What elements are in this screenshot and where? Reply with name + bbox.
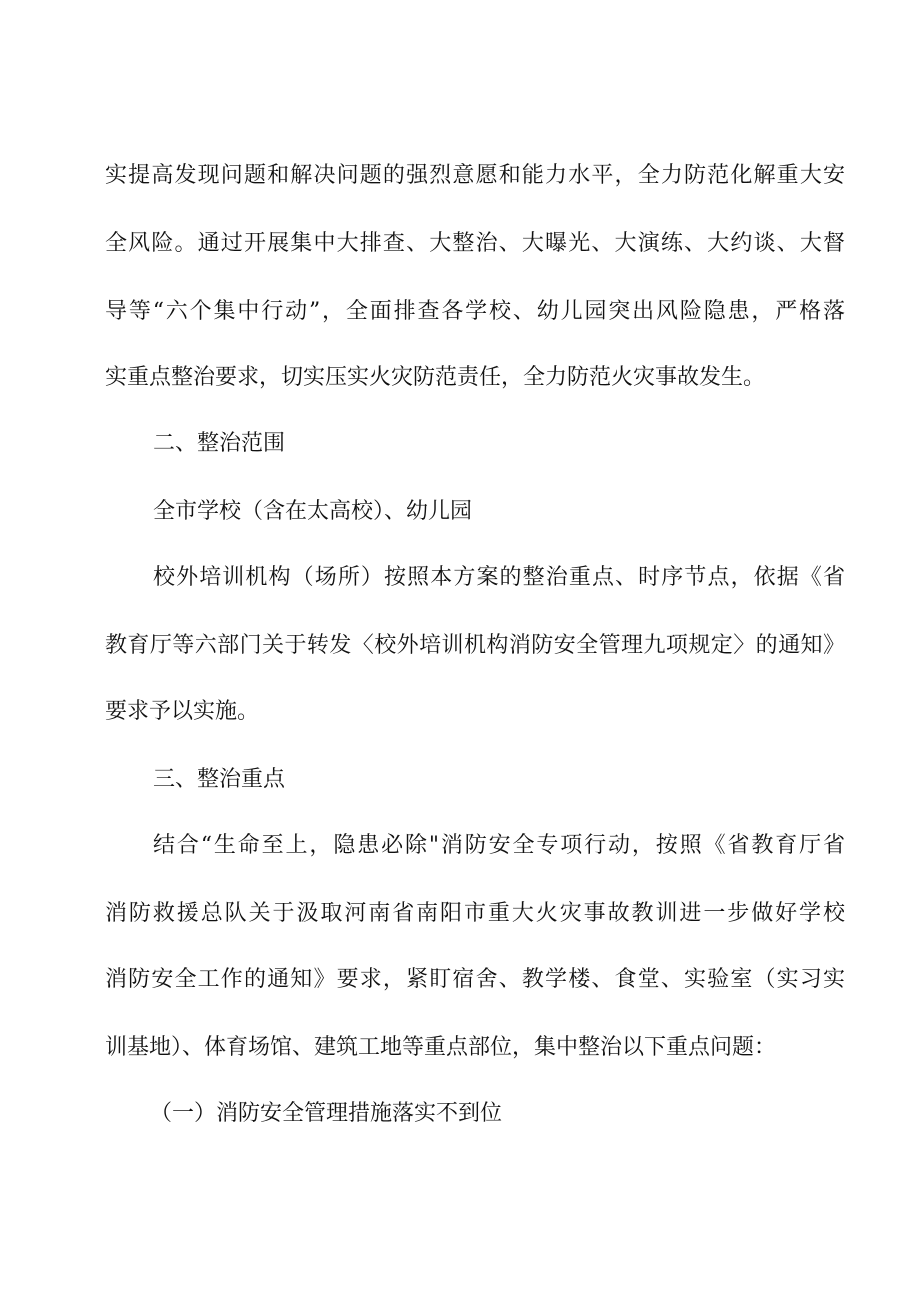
paragraph-line: 全风险。通过开展集中大排查、大整治、大曝光、大演练、大约谈、大督 [105,231,845,256]
scope-text: 全市学校（含在太高校）、幼儿园 [153,499,473,524]
paragraph-line: 实重点整治要求，切实压实火灾防范责任，全力防范火灾事故发生。 [105,365,766,390]
paragraph-line: 导等“六个集中行动”，全面排查各学校、幼儿园突出风险隐患，严格落 [105,299,845,324]
section-heading: 三、整治重点 [153,767,286,792]
paragraph-line: 校外培训机构（场所）按照本方案的整治重点、时序节点，依据《省 [153,565,845,590]
paragraph-line: 结合“生命至上，隐患必除"消防安全专项行动，按照《省教育厅省 [153,833,845,858]
section-heading: 二、整治范围 [153,431,286,456]
paragraph-line: 实提高发现问题和解决问题的强烈意愿和能力水平，全力防范化解重大安 [105,163,845,188]
paragraph-line: 消防救援总队关于汲取河南省南阳市重大火灾事故教训进一步做好学校 [105,901,845,926]
paragraph-line: 消防安全工作的通知》要求，紧盯宿舍、教学楼、食堂、实验室（实习实 [105,967,845,992]
subsection-heading: （一）消防安全管理措施落实不到位 [150,1101,503,1126]
paragraph-line: 教育厅等六部门关于转发〈校外培训机构消防安全管理九项规定〉的通知》 [105,633,845,658]
paragraph-line: 要求予以实施。 [105,699,260,724]
paragraph-line: 训基地）、体育场馆、建筑工地等重点部位，集中整治以下重点问题： [105,1035,777,1060]
